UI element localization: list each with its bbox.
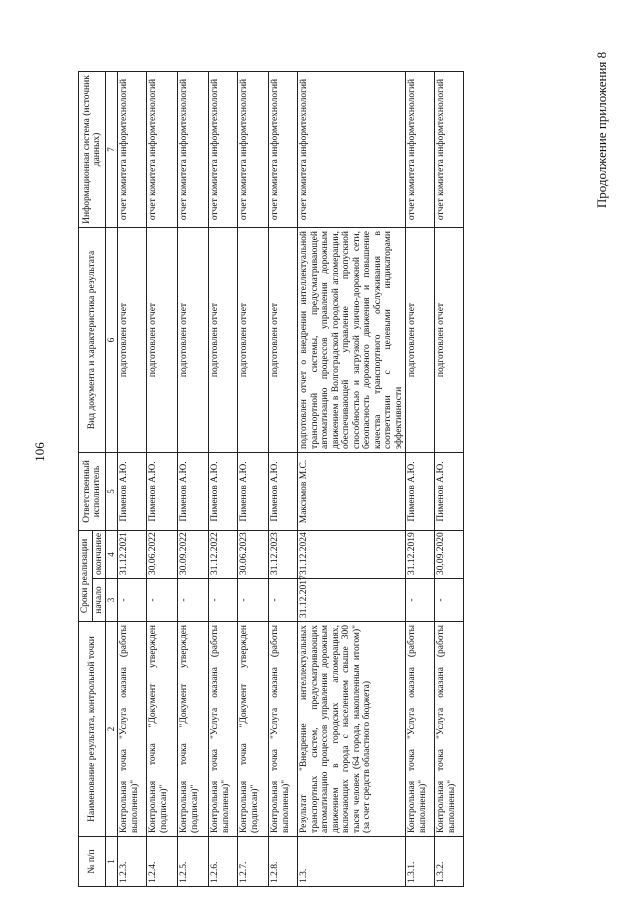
row-document: подготовлен отчет — [406, 228, 435, 453]
header-system: Информационная система (источник данных) — [79, 72, 106, 228]
header-document: Вид документа и характеристика результата — [79, 228, 106, 453]
row-end-date: 30.06.2023 — [238, 531, 269, 579]
row-responsible: Пименов А.Ю. — [118, 453, 147, 531]
row-start-date: - — [178, 579, 209, 622]
table-row — [406, 72, 435, 887]
continuation-note: Продолжение приложения 8 — [594, 51, 609, 209]
header-no: № п/п — [79, 837, 106, 887]
row-end-date: 31.12.2019 — [406, 531, 435, 579]
rotated-table-wrapper — [78, 72, 560, 887]
row-document: подготовлен отчет — [147, 228, 178, 453]
column-number: 4 — [106, 531, 118, 579]
row-end-date: 31.12.2021 — [118, 531, 147, 579]
row-start-date: - — [406, 579, 435, 622]
row-document: подготовлен отчет — [269, 228, 298, 453]
row-name: Контрольная точка "Документ утвержден (подписан)" — [238, 622, 269, 837]
row-system: отчет комитета информтехнологий — [298, 72, 406, 228]
header-end: окончание — [92, 531, 106, 579]
row-name: Контрольная точка "Услуга оказана (работы выполнены)" — [118, 622, 147, 837]
column-number: 6 — [106, 228, 118, 453]
row-end-date: 31.12.2024 — [298, 531, 406, 579]
row-start-date: - — [209, 579, 238, 622]
column-numbers-row — [106, 72, 118, 887]
row-number: 1.2.4. — [147, 837, 178, 887]
row-number: 1.2.3. — [118, 837, 147, 887]
row-number: 1.2.5. — [178, 837, 209, 887]
row-number: 1.3.1. — [406, 837, 435, 887]
column-number: 7 — [106, 72, 118, 228]
row-document: подготовлен отчет о внедрении интеллектуальной транспортной системы, предусматривающей автоматизацию процессов управления дорожным движением в Волгоградской городской агломерации, обеспечивающей управление пропускной способностью и загрузкой улично-дорожной сети, безопасность дорожного движения и повышение качества транспортного обслуживания в соответствии с целевыми индикаторами эффективности — [298, 228, 406, 453]
row-end-date: 30.06.2022 — [147, 531, 178, 579]
row-start-date: - — [118, 579, 147, 622]
row-end-date: 31.12.2022 — [209, 531, 238, 579]
row-responsible: Пименов А.Ю. — [178, 453, 209, 531]
row-responsible: Максимов М.С. — [298, 453, 406, 531]
table-row — [269, 72, 298, 887]
table-row — [209, 72, 238, 887]
row-name: Результат "Внедрение интеллектуальных транспортных систем, предусматривающих автоматизацию процессов управления дорожным движением в городских агломерациях, включающих города с населением свыше 300 тысяч человек (64 города, накопленным итогом)" (за счет средств областного бюджета) — [298, 622, 406, 837]
header-terms: Сроки реализации — [79, 531, 93, 622]
table-row — [298, 72, 406, 887]
row-system: отчет комитета информтехнологий — [209, 72, 238, 228]
table-row — [178, 72, 209, 887]
row-name: Контрольная точка "Услуга оказана (работы выполнены)" — [435, 622, 464, 837]
row-document: подготовлен отчет — [435, 228, 464, 453]
row-document: подготовлен отчет — [209, 228, 238, 453]
row-number: 1.2.7. — [238, 837, 269, 887]
row-responsible: Пименов А.Ю. — [406, 453, 435, 531]
row-number: 1.2.6. — [209, 837, 238, 887]
row-name: Контрольная точка "Документ утвержден (подписан)" — [178, 622, 209, 837]
row-responsible: Пименов А.Ю. — [269, 453, 298, 531]
page-number: 106 — [32, 442, 47, 462]
row-system: отчет комитета информтехнологий — [147, 72, 178, 228]
row-end-date: 31.12.2023 — [269, 531, 298, 579]
row-number: 1.3.2. — [435, 837, 464, 887]
row-start-date: - — [238, 579, 269, 622]
row-system: отчет комитета информтехнологий — [118, 72, 147, 228]
header-responsible: Ответственный исполнитель — [79, 453, 106, 531]
row-end-date: 30.09.2022 — [178, 531, 209, 579]
row-name: Контрольная точка "Услуга оказана (работы выполнены)" — [209, 622, 238, 837]
row-document: подготовлен отчет — [238, 228, 269, 453]
row-start-date: - — [269, 579, 298, 622]
row-system: отчет комитета информтехнологий — [178, 72, 209, 228]
row-number: 1.3. — [298, 837, 406, 887]
table-header — [79, 72, 118, 887]
row-system: отчет комитета информтехнологий — [238, 72, 269, 228]
column-number: 5 — [106, 453, 118, 531]
row-number: 1.2.8. — [269, 837, 298, 887]
results-table — [78, 71, 464, 887]
column-number: 3 — [106, 579, 118, 622]
header-name: Наименование результата, контрольной точки — [79, 622, 106, 837]
row-name: Контрольная точка "Услуга оказана (работы выполнены)" — [406, 622, 435, 837]
row-start-date: - — [147, 579, 178, 622]
row-name: Контрольная точка "Документ утвержден (подписан)" — [147, 622, 178, 837]
row-system: отчет комитета информтехнологий — [406, 72, 435, 228]
row-end-date: 30.09.2020 — [435, 531, 464, 579]
row-responsible: Пименов А.Ю. — [147, 453, 178, 531]
row-name: Контрольная точка "Услуга оказана (работы выполнены)" — [269, 622, 298, 837]
table-row — [435, 72, 464, 887]
row-system: отчет комитета информтехнологий — [435, 72, 464, 228]
table-row — [238, 72, 269, 887]
column-number: 2 — [106, 622, 118, 837]
row-document: подготовлен отчет — [118, 228, 147, 453]
table-row — [147, 72, 178, 887]
column-number: 1 — [106, 837, 118, 887]
row-responsible: Пименов А.Ю. — [435, 453, 464, 531]
row-start-date: 31.12.2017 — [298, 579, 406, 622]
table-row — [118, 72, 147, 887]
row-document: подготовлен отчет — [178, 228, 209, 453]
table-body — [118, 72, 464, 887]
row-responsible: Пименов А.Ю. — [238, 453, 269, 531]
row-start-date: - — [435, 579, 464, 622]
row-system: отчет комитета информтехнологий — [269, 72, 298, 228]
header-start: начало — [92, 579, 106, 622]
row-responsible: Пименов А.Ю. — [209, 453, 238, 531]
